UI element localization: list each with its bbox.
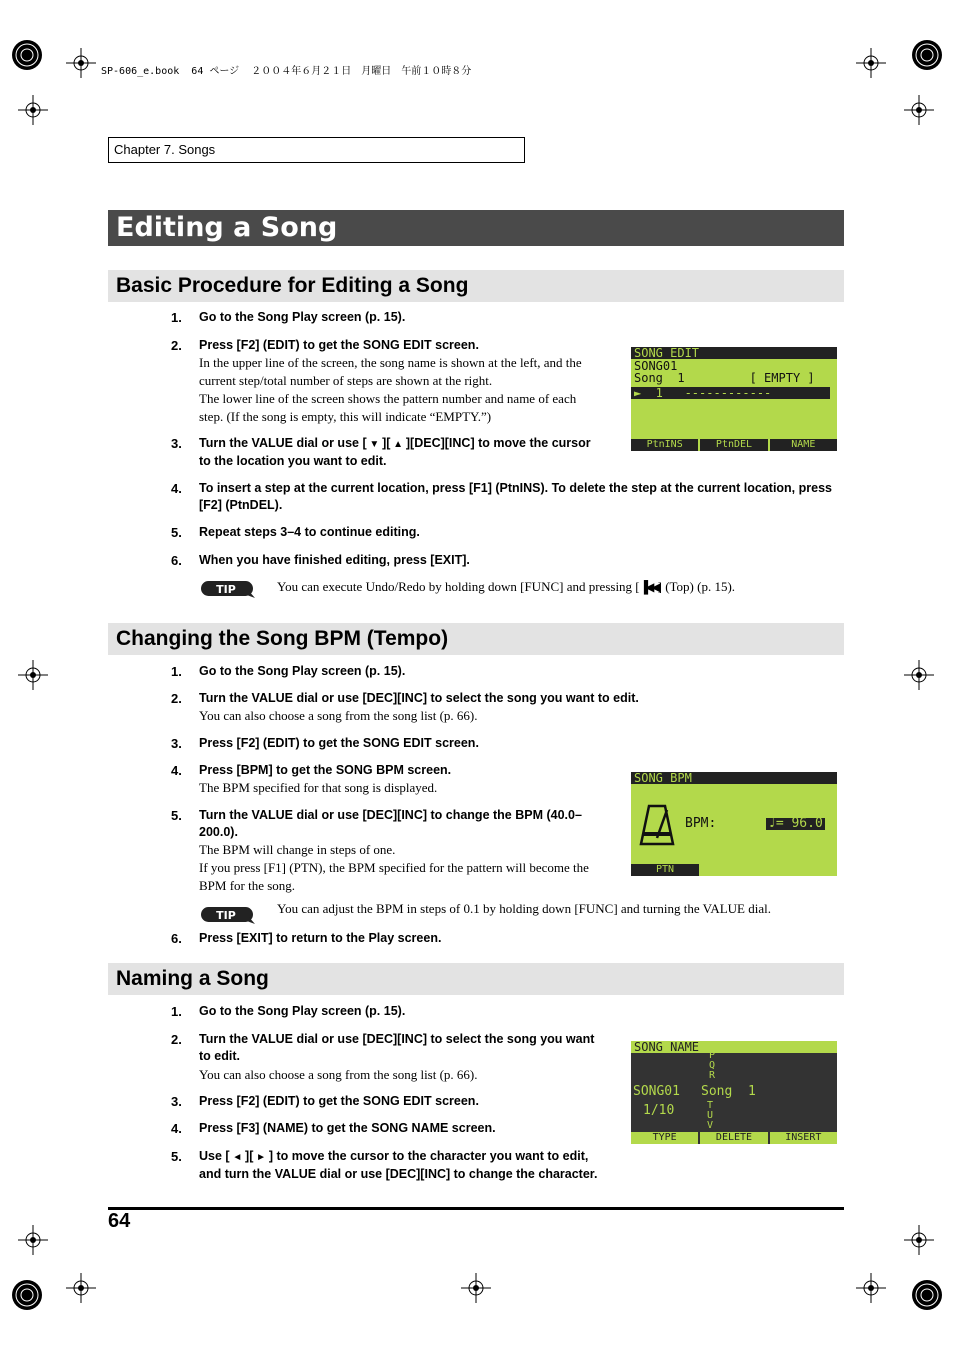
step-number: 4. (171, 763, 182, 778)
song-name-screen: SONG NAME P Q R SONG01 Song 1 1/10 T U V TYPE DELETE INSERT (631, 1041, 837, 1144)
registration-mark-icon (910, 1278, 944, 1312)
step-text: Press [F2] (EDIT) to get the SONG EDIT screen. (199, 1094, 479, 1108)
crosshair-icon (18, 660, 48, 690)
step-text: Press [BPM] to get the SONG BPM screen. (199, 763, 452, 777)
step-number: 6. (171, 553, 182, 568)
lcd-tab-ptnins: PtnINS (631, 439, 698, 451)
step-text: Turn the VALUE dial or use [ ▼ ][ ▲ ][DEC][INC] to move the cursor to the location you want to edit. (199, 436, 591, 468)
crosshair-icon (66, 48, 96, 78)
section-heading-basic: Basic Procedure for Editing a Song (108, 270, 844, 302)
lcd-tab-type: TYPE (631, 1132, 698, 1144)
tip-text: You can adjust the BPM in steps of 0.1 by holding down [FUNC] and turning the VALUE dial. (277, 901, 771, 916)
step-text: To insert a step at the current location, press [F1] (PtnINS). To delete the step at the current location, press [F2] (PtnDEL). (199, 481, 832, 512)
crosshair-icon (856, 48, 886, 78)
registration-mark-icon (10, 1278, 44, 1312)
step-number: 3. (171, 736, 182, 751)
step-number: 5. (171, 525, 182, 540)
step-number: 4. (171, 1121, 182, 1136)
step-number: 1. (171, 664, 182, 679)
step-body: The BPM will change in steps of one. If you press [F1] (PTN), the BPM specified for the pattern will become the BPM for the song. (199, 842, 589, 893)
step-text: Go to the Song Play screen (p. 15). (199, 310, 406, 324)
crosshair-icon (856, 1273, 886, 1303)
step-text: Press [F3] (NAME) to get the SONG NAME screen. (199, 1121, 496, 1135)
crosshair-icon (66, 1273, 96, 1303)
step-number: 1. (171, 1004, 182, 1019)
metronome-icon (639, 802, 675, 846)
step-text: Go to the Song Play screen (p. 15). (199, 1004, 406, 1018)
step-text: Press [F2] (EDIT) to get the SONG EDIT screen. (199, 736, 479, 750)
step-text: Turn the VALUE dial or use [DEC][INC] to select the song you want to edit. (199, 691, 639, 705)
step-text: Press [F2] (EDIT) to get the SONG EDIT screen. (199, 338, 479, 352)
crosshair-icon (18, 1225, 48, 1255)
page-title: Editing a Song (108, 210, 844, 246)
skip-to-top-icon: ▐◀◀ (639, 580, 658, 594)
cursor-left-icon: ◄ (229, 1152, 246, 1163)
crosshair-icon (461, 1273, 491, 1303)
step-body: In the upper line of the screen, the song name is shown at the left, and the current step/total number of steps are shown at the right. The lower line of the screen shows the pattern number and name of each step. (If the song is empty, this will indicate “EMPTY.”) (199, 355, 582, 424)
svg-text:TIP: TIP (216, 583, 236, 596)
cursor-down-icon: ▼ (366, 439, 383, 450)
step-number: 2. (171, 338, 182, 353)
song-bpm-screen: SONG BPM BPM: ♩= 96.0 PTN (631, 772, 837, 876)
registration-mark-icon (10, 38, 44, 72)
step-body: You can also choose a song from the song list (p. 66). (199, 1067, 478, 1082)
step-number: 6. (171, 931, 182, 946)
registration-mark-icon (910, 38, 944, 72)
step-number: 3. (171, 1094, 182, 1109)
cursor-right-icon: ► (253, 1152, 269, 1163)
step-number: 2. (171, 1032, 182, 1047)
tip-badge-icon (200, 906, 256, 924)
crosshair-icon (904, 660, 934, 690)
step-text: Press [EXIT] to return to the Play screen. (199, 931, 442, 945)
step-number: 4. (171, 481, 182, 496)
step-text: Use [ ◄ ][ ► ] to move the cursor to the character you want to edit, and turn the VALUE dial or use [DEC][INC] to change the character. (199, 1149, 598, 1181)
section-heading-bpm: Changing the Song BPM (Tempo) (108, 623, 844, 655)
step-text: When you have finished editing, press [EXIT]. (199, 553, 470, 567)
lcd-tab-ptn: PTN (631, 864, 699, 876)
step-number: 2. (171, 691, 182, 706)
step-body: You can also choose a song from the song list (p. 66). (199, 708, 478, 723)
chapter-label: Chapter 7. Songs (108, 137, 525, 163)
lcd-tab-name: NAME (770, 439, 837, 451)
step-number: 5. (171, 808, 182, 823)
page-number: 64 (108, 1210, 131, 1232)
section-heading-naming: Naming a Song (108, 963, 844, 995)
step-text: Turn the VALUE dial or use [DEC][INC] to select the song you want to edit. (199, 1032, 595, 1063)
tip-text: You can execute Undo/Redo by holding down [FUNC] and pressing [ ▐◀◀ ] (Top) (p. 15). (277, 579, 736, 594)
lcd-tab-ptndel: PtnDEL (700, 439, 767, 451)
step-number: 1. (171, 310, 182, 325)
print-header: SP-606_e.book 64 ページ ２００４年６月２１日 月曜日 午前１０時８分 (101, 66, 472, 77)
step-text: Repeat steps 3–4 to continue editing. (199, 525, 420, 539)
svg-text:TIP: TIP (216, 909, 236, 922)
lcd-tab-insert: INSERT (770, 1132, 837, 1144)
step-number: 3. (171, 436, 182, 451)
step-text: Go to the Song Play screen (p. 15). (199, 664, 406, 678)
crosshair-icon (18, 95, 48, 125)
crosshair-icon (904, 95, 934, 125)
lcd-tab-delete: DELETE (700, 1132, 767, 1144)
step-number: 5. (171, 1149, 182, 1164)
song-edit-screen: SONG EDIT SONG01 Song 1 [ EMPTY ] ► 1 ------------ PtnINS PtnDEL NAME (631, 347, 837, 451)
cursor-up-icon: ▲ (390, 439, 406, 450)
step-text: Turn the VALUE dial or use [DEC][INC] to change the BPM (40.0– 200.0). (199, 808, 582, 839)
footer-rule (108, 1207, 844, 1210)
crosshair-icon (904, 1225, 934, 1255)
tip-badge-icon (200, 580, 256, 598)
step-body: The BPM specified for that song is displayed. (199, 780, 438, 795)
